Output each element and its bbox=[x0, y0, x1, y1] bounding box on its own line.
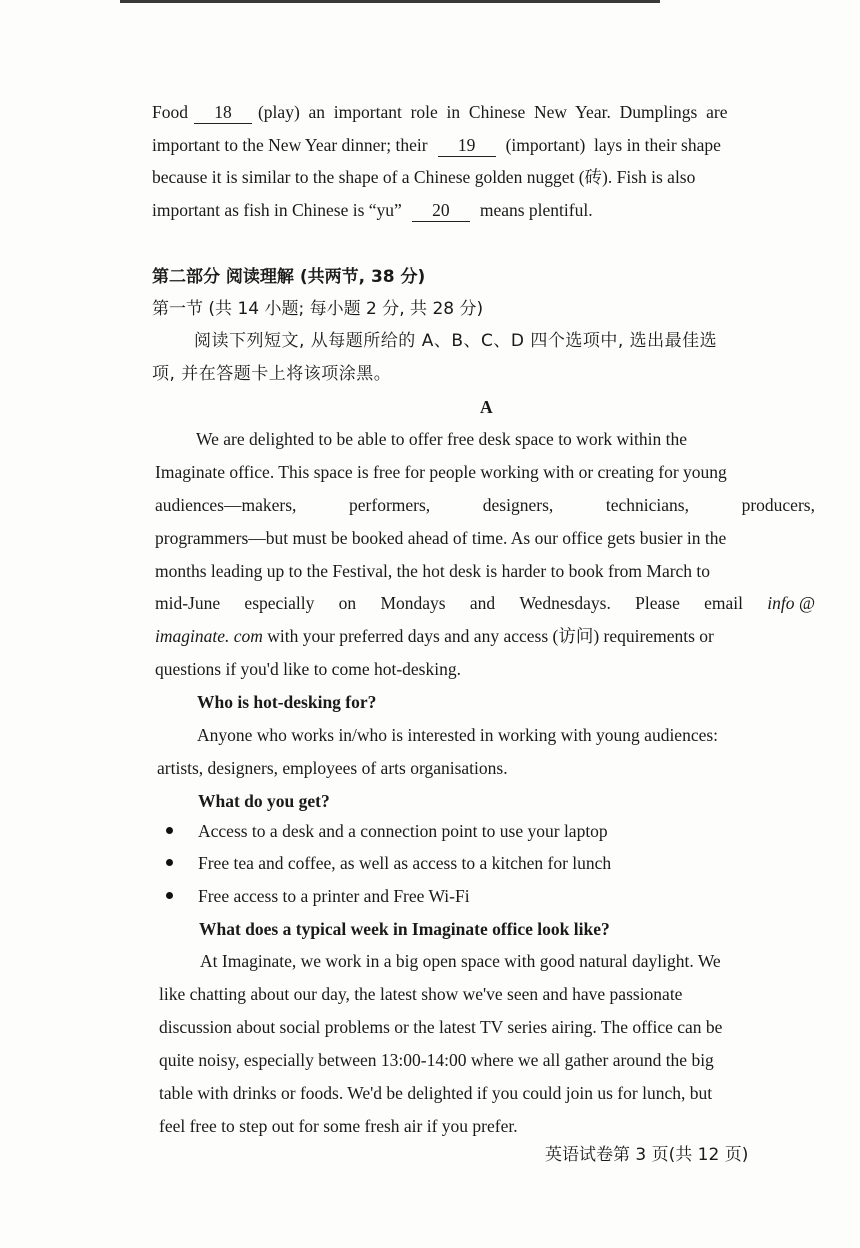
p2-line-2: artists, designers, employees of arts organisations. bbox=[157, 758, 508, 778]
cloze-text: (important) lays in their shape bbox=[505, 135, 721, 155]
p1-line-4: programmers—but must be booked ahead of time. As our office gets busier in the bbox=[155, 528, 727, 548]
bullet-icon bbox=[166, 892, 173, 899]
cloze-text: important as fish in Chinese is “yu” bbox=[152, 200, 402, 220]
cloze-line-1 bbox=[152, 101, 816, 124]
part2-title: 第二部分 阅读理解 (共两节, 38 分) bbox=[152, 267, 426, 287]
word: performers, bbox=[349, 495, 431, 515]
p3-line-1: At Imaginate, we work in a big open space with good natural daylight. We bbox=[200, 951, 721, 971]
instruction-line-2: 项, 并在答题卡上将该项涂黑。 bbox=[152, 364, 392, 384]
top-rule bbox=[120, 0, 660, 3]
p1-line-6 bbox=[155, 592, 815, 614]
p1-line-5: months leading up to the Festival, the hot desk is harder to book from March to bbox=[155, 561, 711, 581]
cloze-line-3: because it is similar to the shape of a Chinese golden nugget (砖). Fish is also bbox=[152, 167, 696, 187]
p1-line-8: questions if you'd like to come hot-desking. bbox=[155, 659, 461, 679]
word: mid-June bbox=[155, 593, 221, 613]
cloze-text: means plentiful. bbox=[479, 200, 593, 220]
word: technicians, bbox=[605, 495, 689, 515]
email-link-part2[interactable]: imaginate. com bbox=[155, 626, 263, 646]
word: email bbox=[704, 593, 744, 613]
email-link-part1[interactable]: info @ bbox=[767, 593, 815, 613]
word: audiences—makers, bbox=[155, 495, 297, 515]
bullet-item-3: Free access to a printer and Free Wi-Fi bbox=[198, 886, 470, 906]
p2-line-1: Anyone who works in/who is interested in working with young audiences: bbox=[197, 725, 719, 745]
section1-title: 第一节 (共 14 小题; 每小题 2 分, 共 28 分) bbox=[152, 299, 484, 319]
word: Mondays bbox=[380, 593, 446, 613]
heading-typical-week: What does a typical week in Imaginate office look like? bbox=[199, 919, 610, 939]
blank-18: 18 bbox=[194, 101, 252, 124]
instruction-line-1: 阅读下列短文, 从每题所给的 A、B、C、D 四个选项中, 选出最佳选 bbox=[194, 331, 718, 351]
bullet-icon bbox=[166, 859, 173, 866]
word: with your preferred days and any access (访问) requirements or bbox=[267, 626, 714, 646]
p3-line-3: discussion about social problems or the latest TV series airing. The office can be bbox=[159, 1017, 723, 1037]
cloze-text: important to the New Year dinner; their bbox=[152, 135, 428, 155]
p3-line-2: like chatting about our day, the latest show we've seen and have passionate bbox=[159, 984, 683, 1004]
word: producers, bbox=[741, 495, 815, 515]
cloze-line-2 bbox=[152, 134, 721, 157]
bullet-item-2: Free tea and coffee, as well as access to a kitchen for lunch bbox=[198, 853, 612, 873]
p1-line-3 bbox=[155, 494, 815, 516]
cloze-text: Food bbox=[152, 102, 188, 122]
p3-line-4: quite noisy, especially between 13:00-14:00 where we all gather around the big bbox=[159, 1050, 714, 1070]
page-footer: 英语试卷第 3 页(共 12 页) bbox=[545, 1145, 749, 1165]
heading-who: Who is hot-desking for? bbox=[197, 692, 377, 712]
passage-letter: A bbox=[480, 397, 493, 417]
p1-line-1: We are delighted to be able to offer free desk space to work within the bbox=[196, 429, 687, 449]
word: designers, bbox=[482, 495, 554, 515]
heading-what-get: What do you get? bbox=[198, 791, 330, 811]
word: especially bbox=[244, 593, 315, 613]
word: Wednesdays. bbox=[519, 593, 611, 613]
p1-line-7 bbox=[155, 625, 714, 647]
p3-line-5: table with drinks or foods. We'd be delighted if you could join us for lunch, but bbox=[159, 1083, 713, 1103]
cloze-line-4 bbox=[152, 199, 593, 222]
bullet-item-1: Access to a desk and a connection point to use your laptop bbox=[198, 821, 608, 841]
blank-19: 19 bbox=[438, 134, 496, 157]
p1-line-2: Imaginate office. This space is free for people working with or creating for young bbox=[155, 462, 727, 482]
word: on bbox=[338, 593, 357, 613]
word: and bbox=[469, 593, 496, 613]
cloze-text: (play) an important role in Chinese New Year. Dumplings are bbox=[257, 102, 728, 122]
p3-line-6: feel free to step out for some fresh air if you prefer. bbox=[159, 1116, 518, 1136]
blank-20: 20 bbox=[412, 199, 470, 222]
word: Please bbox=[635, 593, 680, 613]
bullet-icon bbox=[166, 827, 173, 834]
